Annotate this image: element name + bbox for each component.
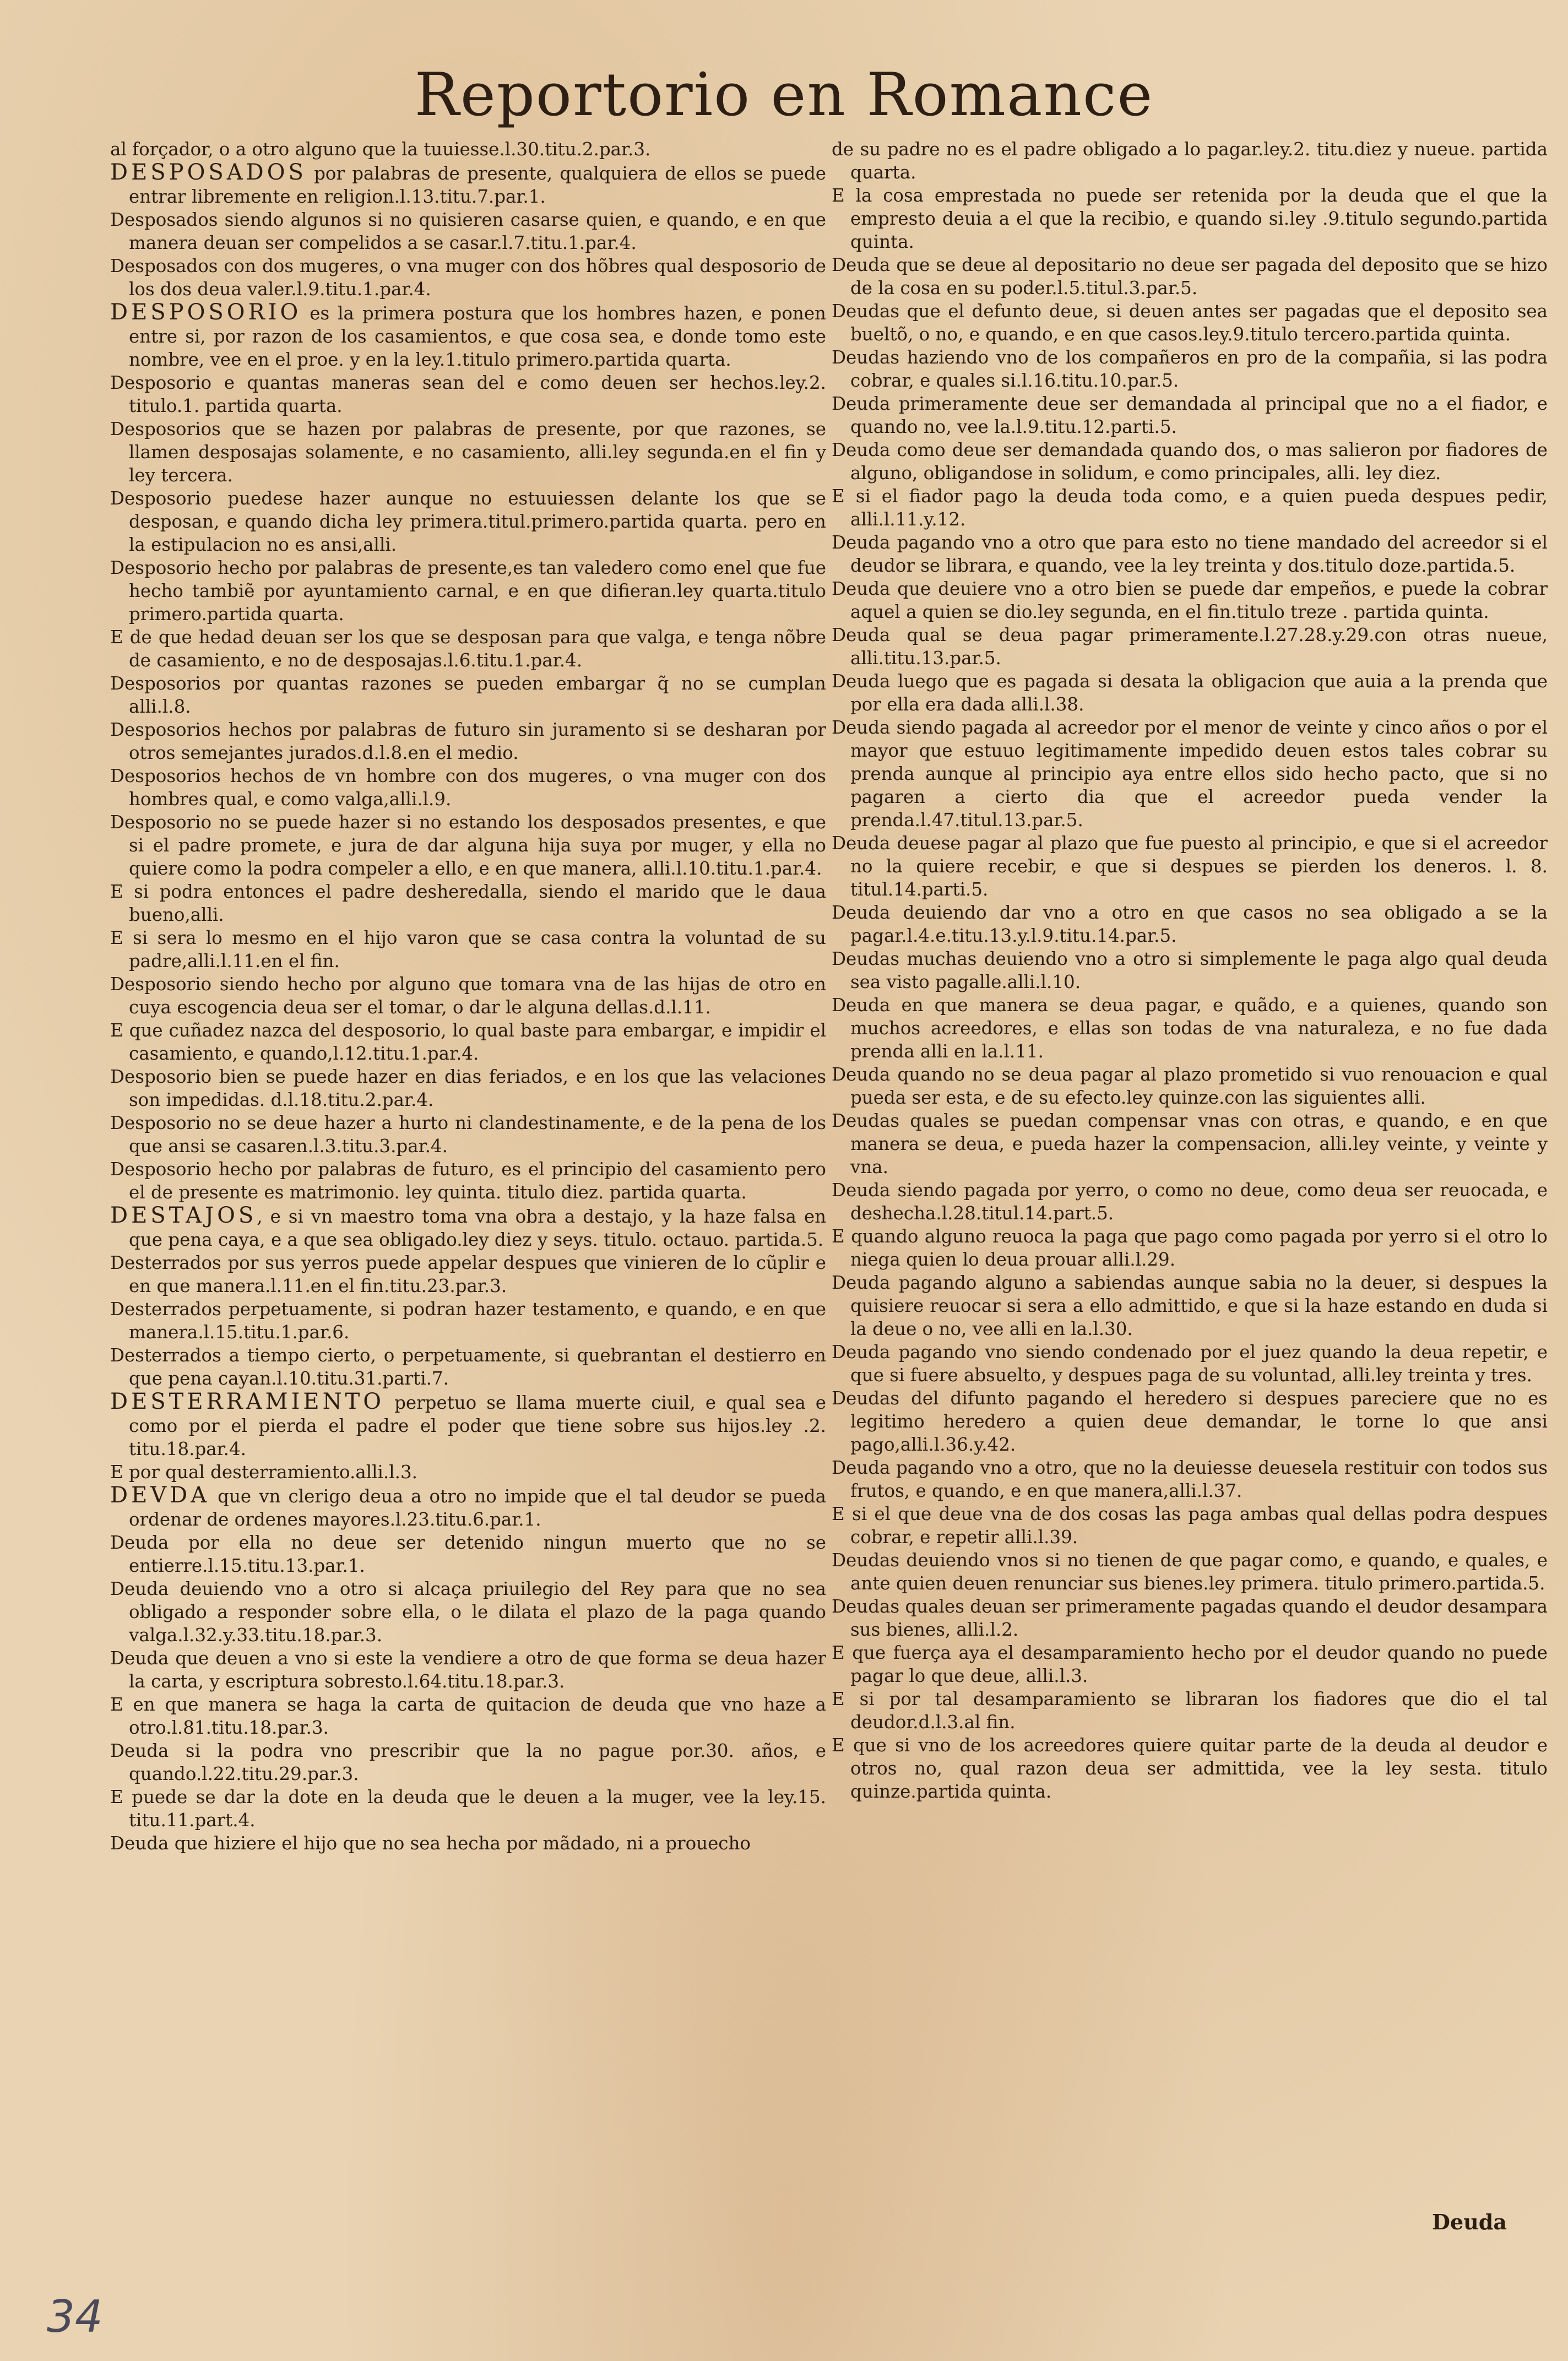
index-entry	[110, 1832, 826, 1855]
index-entry	[832, 346, 1548, 392]
entry-headword: DESPOSORIO	[110, 300, 302, 325]
entry-text: Desposorio hecho por palabras de futuro, es el principio del casamiento pero el de presente es matrimonio. ley quinta. titulo diez. partida quarta.	[110, 1159, 826, 1203]
index-entry	[110, 718, 826, 764]
entry-text: Deudas muchas deuiendo vno a otro si simplemente le paga algo qual deuda sea visto pagalle.alli.l.10.	[832, 948, 1548, 992]
index-entry	[110, 417, 826, 487]
index-entry	[110, 1531, 826, 1577]
entry-text: E la cosa emprestada no puede ser retenida por la deuda que el que la empresto deuia a el que la recibio, e quando si.ley .9.titulo segundo.partida quinta.	[832, 185, 1548, 252]
entry-text: Deuda siendo pagada al acreedor por el menor de veinte y cinco años o por el mayor que estuuo legitimamente impedido deuen estos tales cobrar su prenda aunque al principio aya entre ellos sido hecho pacto, que si no pagaren a cierto dia que el acreedor pueda vender la prenda.l.47.titul.13.par.5.	[832, 717, 1548, 831]
index-entry	[110, 1158, 826, 1204]
index-entry	[832, 1641, 1548, 1687]
index-entry	[832, 1549, 1548, 1595]
entry-text: E que fuerça aya el desamparamiento hecho por el deudor quando no puede pagar lo que deue, alli.l.3.	[832, 1642, 1548, 1686]
index-entry	[110, 1785, 826, 1832]
index-entry	[110, 1204, 826, 1251]
entry-text: Deuda quando no se deua pagar al plazo prometido si vuo renouacion e qual pueda ser esta, e de su efecto.ley quinze.con las siguientes alli.	[832, 1064, 1548, 1108]
entry-text: Deuda deuiendo dar vno a otro en que casos no sea obligado a se la pagar.l.4.e.titu.13.y.l.9.titu.14.par.5.	[832, 902, 1548, 946]
index-entry	[110, 1111, 826, 1158]
index-entry	[110, 1019, 826, 1065]
entry-text: Deuda en que manera se deua pagar, e quãdo, e a quienes, quando son muchos acreedores, e ellas son todas de vna naturaleza, e no fue dada prenda alli en la.l.11.	[832, 995, 1548, 1062]
entry-text: Deuda deuiendo vno a otro si alcaça priuilegio del Rey para que no sea obligado a responder sobre ella, o le dilata el plazo de la paga quando valga.l.32.y.33.titu.18.par.3.	[110, 1578, 826, 1646]
index-entry	[110, 208, 826, 254]
index-entry	[110, 1577, 826, 1647]
index-entry	[110, 672, 826, 718]
entry-text: Deuda luego que es pagada si desata la obligacion que auia a la prenda que por ella era dada alli.l.38.	[832, 671, 1548, 715]
index-entry	[832, 184, 1548, 253]
entry-text: Deudas quales se puedan compensar vnas con otras, e quando, e en que manera se deua, e pueda hazer la compensacion, alli.ley veinte, y veinte y vna.	[832, 1110, 1548, 1177]
index-entry	[110, 880, 826, 926]
entry-text: Desposorio puedese hazer aunque no estuuiessen delante los que se desposan, e quando dicha ley primera.titul.primero.partida quarta. pero en la estipulacion no es ansi,alli.	[110, 488, 826, 555]
index-entry	[832, 901, 1548, 947]
entry-text: Desposorios hechos por palabras de futuro sin juramento si se desharan por otros semejantes jurados.d.l.8.en el medio.	[110, 719, 826, 763]
entry-text: Deuda pagando alguno a sabiendas aunque sabia no la deuer, si despues la quisiere reuocar si sera a ello admittido, e que si la haze estando en duda si la deue o no, vee alli en la.l.30.	[832, 1272, 1548, 1339]
index-entry	[832, 947, 1548, 994]
entry-text: Desterrados a tiempo cierto, o perpetuamente, si quebrantan el destierro en que pena cayan.l.10.titu.31.parti.7.	[110, 1345, 826, 1389]
index-entry	[832, 1063, 1548, 1109]
index-entry	[832, 392, 1548, 438]
entry-text: Deuda primeramente deue ser demandada al principal que no a el fiador, e quando no, vee la.l.9.titu.12.parti.5.	[832, 393, 1548, 437]
index-entry	[832, 300, 1548, 346]
entry-text: Desposados siendo algunos si no quisieren casarse quien, e quando, e en que manera deuan ser compelidos a se casar.l.7.titu.1.par.4.	[110, 209, 826, 253]
entry-text: Desposorio bien se puede hazer en dias feriados, e en los que las velaciones son impedidas. d.l.18.titu.2.par.4.	[110, 1066, 826, 1110]
index-entry	[832, 1687, 1548, 1734]
index-entry	[110, 1693, 826, 1739]
entry-text: Deuda que hiziere el hijo que no sea hecha por mãdado, ni a prouecho	[110, 1833, 751, 1854]
entry-text: Desposados con dos mugeres, o vna muger con dos hõbres qual desposorio de los dos deua valer.l.9.titu.1.par.4.	[110, 256, 826, 300]
entry-text: E si el fiador pago la deuda toda como, e a quien pueda despues pedir, alli.l.11.y.12.	[832, 486, 1548, 530]
entry-text: Deuda pagando vno a otro, que no la deuiesse deuesela restituir con todos sus frutos, e quando, e en que manera,alli.l.37.	[832, 1457, 1548, 1501]
entry-text: perpetuo se llama muerte ciuil, e qual sea e como por el pierda el padre el poder que tiene sobre sus hijos.ley .2. titu.18.par.4.	[129, 1392, 826, 1459]
entry-text: Deuda que se deue al depositario no deue ser pagada del deposito que se hizo de la cosa en su poder.l.5.titul.3.par.5.	[832, 254, 1548, 298]
entry-text: Desposorios que se hazen por palabras de presente, por que razones, se llamen desposajas solamente, e no casamiento, alli.ley segunda.en el fin y ley tercera.	[110, 419, 826, 486]
index-entry	[110, 371, 826, 417]
entry-text: por palabras de presente, qualquiera de ellos se puede entrar libremente en religion.l.13.titu.7.par.1.	[129, 163, 826, 207]
entry-text: al forçador, o a otro alguno que la tuuiesse.l.30.titu.2.par.3.	[110, 139, 651, 160]
index-entry	[832, 1502, 1548, 1549]
index-entry	[832, 623, 1548, 670]
index-entry	[832, 1340, 1548, 1387]
entry-text: Desterrados por sus yerros puede appelar despues que vinieren de lo cũplir e en que manera.l.11.en el fin.titu.23.par.3.	[110, 1252, 826, 1296]
index-entry	[110, 926, 826, 973]
page-number: 34	[47, 2291, 103, 2342]
index-entry	[832, 670, 1548, 716]
index-entry	[832, 1595, 1548, 1641]
index-entry	[110, 1251, 826, 1298]
entry-text: de su padre no es el padre obligado a lo pagar.ley.2. titu.diez y nueue. partida quarta.	[832, 139, 1548, 183]
index-entry	[110, 138, 826, 161]
index-entry	[110, 811, 826, 880]
entry-text: E que cuñadez nazca del desposorio, lo qual baste para embargar, e impidir el casamiento, e quando,l.12.titu.1.par.4.	[110, 1020, 826, 1064]
entry-headword: DESTERRAMIENTO	[110, 1389, 385, 1414]
index-entry	[832, 485, 1548, 531]
index-entry	[110, 556, 826, 626]
entry-text: Deuda que deuen a vno si este la vendiere a otro de que forma se deua hazer la carta, y escriptura sobresto.l.64.titu.18.par.3.	[110, 1648, 826, 1692]
index-entry	[110, 1065, 826, 1111]
entry-text: Deuda como deue ser demandada quando dos, o mas salieron por fiadores de alguno, obligandose in solidum, e como principales, alli. ley diez.	[832, 439, 1548, 484]
index-entry	[832, 577, 1548, 623]
entry-text: Deuda pagando vno siendo condenado por el juez quando la deua repetir, e que si fuere absuelto, y despues paga de su voluntad, alli.ley treinta y tres.	[832, 1342, 1548, 1386]
index-entry	[110, 1298, 826, 1344]
entry-text: Deudas del difunto pagando el heredero si despues pareciere que no es legitimo heredero a quien deue demandar, le torne lo que ansi pago,alli.l.36.y.42.	[832, 1388, 1548, 1455]
entry-text: Desposorio siendo hecho por alguno que tomara vna de las hijas de otro en cuya escogencia deua ser el tomar, o dar le alguna dellas.d.l.11.	[110, 974, 826, 1018]
entry-text: Deuda pagando vno a otro que para esto no tiene mandado del acreedor si el deudor se librara, e quando, vee la ley treinta y dos.titulo doze.partida.5.	[832, 532, 1548, 576]
entry-text: E si podra entonces el padre desheredalla, siendo el marido que le daua bueno,alli.	[110, 881, 826, 925]
entry-headword: DESTAJOS	[110, 1203, 257, 1228]
entry-text: Deuda siendo pagada por yerro, o como no deue, como deua ser reuocada, e deshecha.l.28.titul.14.part.5.	[832, 1180, 1548, 1224]
index-entry	[110, 1344, 826, 1390]
entry-text: Desposorio hecho por palabras de presente,es tan valedero como enel que fue hecho tambiẽ por ayuntamiento carnal, e en que difieran.ley quarta.titulo primero.partida quarta.	[110, 557, 826, 625]
entry-text: Deudas deuiendo vnos si no tienen de que pagar como, e quando, e quales, e ante quien deuen renunciar sus bienes.ley primera. titulo primero.partida.5.	[832, 1550, 1548, 1594]
index-entry	[832, 716, 1548, 832]
index-entry	[832, 1109, 1548, 1179]
catchword: Deuda	[1432, 2210, 1507, 2234]
entry-text: Desposorio no se deue hazer a hurto ni clandestinamente, e de la pena de los que ansi se casaren.l.3.titu.3.par.4.	[110, 1112, 826, 1157]
entry-text: Desterrados perpetuamente, si podran hazer testamento, e quando, e en que manera.l.15.titu.1.par.6.	[110, 1299, 826, 1343]
entry-text: E de que hedad deuan ser los que se desposan para que valga, e tenga nõbre de casamiento, e no de desposajas.l.6.titu.1.par.4.	[110, 627, 826, 671]
entry-text: Deuda qual se deua pagar primeramente.l.27.28.y.29.con otras nueue, alli.titu.13.par.5.	[832, 625, 1548, 669]
index-entry	[832, 1271, 1548, 1340]
entry-text: Desposorios hechos de vn hombre con dos mugeres, o vna muger con dos hombres qual, e como valga,alli.l.9.	[110, 766, 826, 810]
entry-text: E si el que deue vna de dos cosas las paga ambas qual dellas podra despues cobrar, e repetir alli.l.39.	[832, 1504, 1548, 1548]
entry-text: E si sera lo mesmo en el hijo varon que se casa contra la voluntad de su padre,alli.l.11.en el fin.	[110, 927, 826, 971]
index-entry	[110, 1390, 826, 1461]
index-entry	[110, 973, 826, 1019]
entry-text: Deudas que el defunto deue, si deuen antes ser pagadas que el deposito sea bueltõ, o no, e quando, e en que casos.ley.9.titulo tercero.partida quinta.	[832, 301, 1548, 345]
entry-headword: DESPOSADOS	[110, 160, 307, 185]
entry-text: E si por tal desamparamiento se libraran los fiadores que dio el tal deudor.d.l.3.al fin.	[832, 1689, 1548, 1733]
entry-text: , e si vn maestro toma vna obra a destajo, y la haze falsa en que pena caya, e a que sea obligado.ley diez y seys. titulo. octauo. partida.5.	[129, 1206, 826, 1250]
index-entry	[832, 253, 1548, 300]
entry-headword: DEVDA	[110, 1483, 210, 1508]
index-entry	[110, 764, 826, 811]
index-entry	[832, 1179, 1548, 1225]
index-entry	[832, 832, 1548, 901]
index-entry	[110, 1484, 826, 1531]
index-entry	[832, 994, 1548, 1063]
entry-text: Deuda deuese pagar al plazo que fue puesto al principio, e que si el acreedor no la quiere recebir, e que si despues se pierden los deneros. l. 8. titul.14.parti.5.	[832, 833, 1548, 900]
index-entry	[832, 1734, 1548, 1803]
index-entry	[832, 531, 1548, 577]
index-entry	[832, 138, 1548, 184]
index-entry	[110, 626, 826, 672]
index-entry	[110, 487, 826, 556]
index-entry	[832, 1456, 1548, 1502]
index-entry	[110, 301, 826, 371]
page-title: Reportorio en Romance	[414, 61, 1154, 129]
entry-text: Deuda si la podra vno prescribir que la no pague por.30. años, e quando.l.22.titu.29.par.3.	[110, 1740, 826, 1784]
entry-text: E puede se dar la dote en la deuda que le deuen a la muger, vee la ley.15. titu.11.part.4.	[110, 1787, 826, 1831]
entry-text: que vn clerigo deua a otro no impide que el tal deudor se pueda ordenar de ordenes mayores.l.23.titu.6.par.1.	[129, 1486, 826, 1530]
index-entry	[110, 161, 826, 208]
index-entry	[832, 438, 1548, 485]
entry-text: es la primera postura que los hombres hazen, e ponen entre si, por razon de los casamientos, e que cosa sea, e donde tomo este nombre, vee en el proe. y en la ley.1.titulo primero.partida quarta.	[129, 303, 826, 370]
left-column	[110, 138, 826, 2219]
index-entry	[832, 1225, 1548, 1271]
entry-text: E en que manera se haga la carta de quitacion de deuda que vno haze a otro.l.81.titu.18.par.3.	[110, 1694, 826, 1738]
index-entry	[832, 1387, 1548, 1456]
entry-text: E quando alguno reuoca la paga que pago como pagada por yerro si el otro lo niega quien lo deua prouar alli.l.29.	[832, 1226, 1548, 1270]
index-entry	[110, 1739, 826, 1785]
index-entry	[110, 1461, 826, 1484]
right-column	[832, 138, 1548, 2219]
entry-text: Deuda por ella no deue ser detenido ningun muerto que no se entierre.l.15.titu.13.par.1.	[110, 1532, 826, 1576]
entry-text: Desposorio e quantas maneras sean del e como deuen ser hechos.ley.2. titulo.1. partida quarta.	[110, 372, 826, 416]
entry-text: E que si vno de los acreedores quiere quitar parte de la deuda al deudor e otros no, qual razon deua ser admittida, vee la ley sesta. titulo quinze.partida quinta.	[832, 1735, 1548, 1802]
entry-text: Desposorio no se puede hazer si no estando los desposados presentes, e que si el padre promete, e jura de dar alguna hija suya por muger, y ella no quiere como la podra compeler a ello, e en que manera, alli.l.10.titu.1.par.4.	[110, 812, 826, 879]
entry-text: Deudas haziendo vno de los compañeros en pro de la compañia, si las podra cobrar, e quales si.l.16.titu.10.par.5.	[832, 347, 1548, 391]
entry-text: Deuda que deuiere vno a otro bien se puede dar empeños, e puede la cobrar aquel a quien se dio.ley segunda, en el fin.titulo treze . partida quinta.	[832, 578, 1548, 622]
entry-text: E por qual desterramiento.alli.l.3.	[110, 1462, 417, 1483]
index-entry	[110, 254, 826, 301]
entry-text: Deudas quales deuan ser primeramente pagadas quando el deudor desampara sus bienes, alli.l.2.	[832, 1596, 1548, 1640]
entry-text: Desposorios por quantas razones se pueden embargar q̃ no se cumplan alli.l.8.	[110, 673, 826, 717]
index-entry	[110, 1647, 826, 1693]
